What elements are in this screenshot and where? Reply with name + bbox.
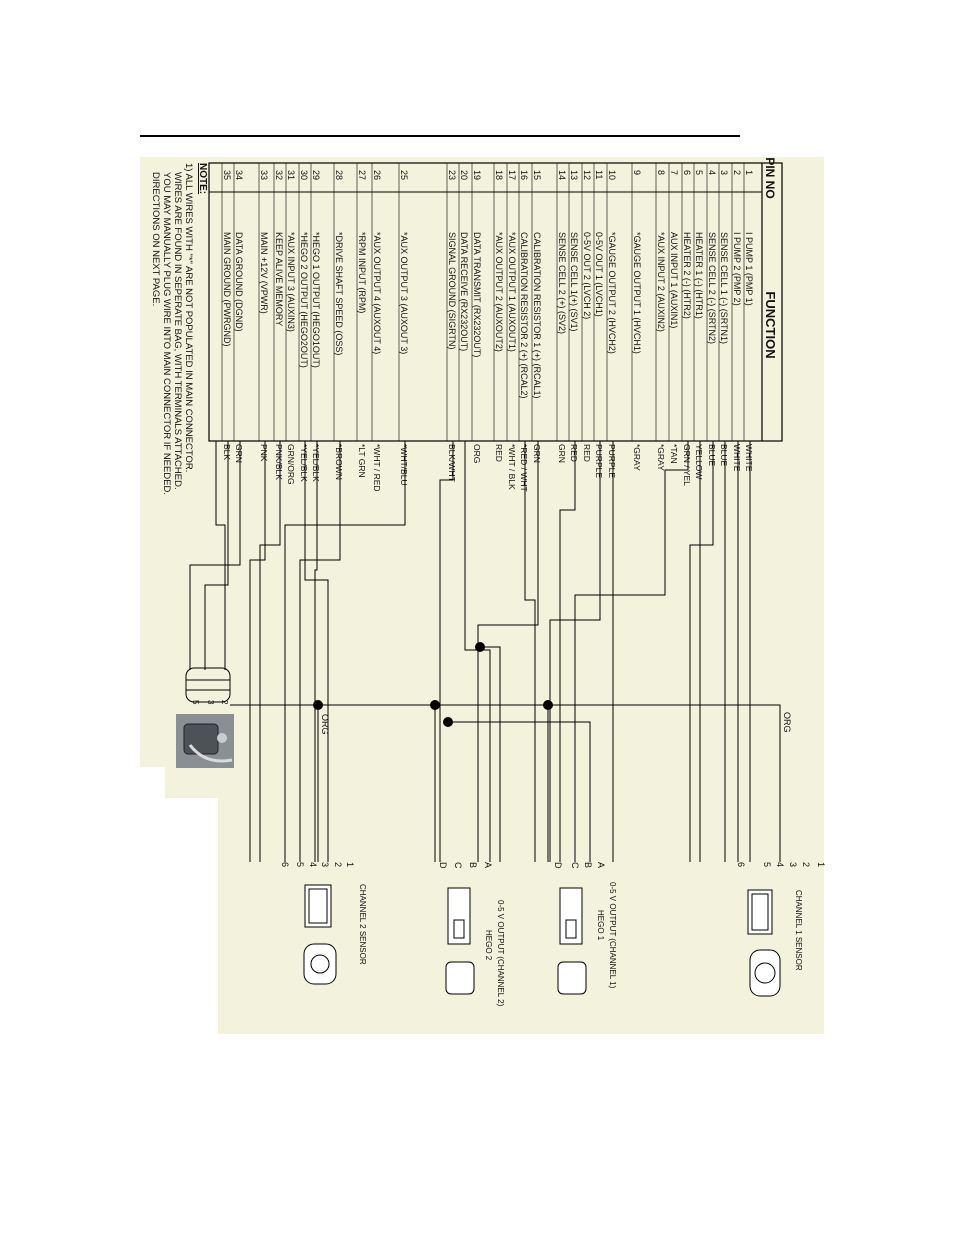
org-bus bbox=[230, 705, 780, 862]
hego1-pin-label: D bbox=[553, 862, 563, 869]
channel2-label: CHANNEL 2 SENSOR bbox=[358, 884, 367, 965]
pin-function: MAIN +12V (VPWR) bbox=[259, 232, 269, 314]
note-line-4: DIRECTIONS ON NEXT PAGE. bbox=[150, 172, 161, 307]
wire-color-label: YELLOW bbox=[694, 444, 704, 480]
wire-color-label: *WHT / RED bbox=[372, 444, 382, 492]
pin-number: 34 bbox=[234, 170, 244, 181]
note-block bbox=[150, 163, 208, 495]
pin-function: 0-5V OUT 1 (LVCH1) bbox=[594, 232, 604, 317]
hego1-plug-side bbox=[560, 888, 582, 944]
pin-number: 4 bbox=[707, 170, 717, 176]
wire-color-label: *YEL/BLK bbox=[311, 444, 321, 482]
pin-function: DATA RECEIVE (RX232OUT) bbox=[459, 232, 469, 352]
wire-color-label: GRN / YEL bbox=[682, 444, 692, 486]
junction-dot bbox=[475, 642, 485, 652]
channel1-pin-label: 1 bbox=[816, 862, 826, 868]
note-line-1: 1) ALL WIRES WITH "*" ARE NOT POPULATED IN MAIN CONNECTOR. bbox=[183, 163, 194, 473]
channel2-pin-label: 2 bbox=[333, 862, 343, 868]
hego2-sublabel: HEGO 2 bbox=[484, 930, 493, 961]
db9-body bbox=[186, 668, 230, 702]
junction-dot bbox=[430, 700, 440, 710]
connector-pin-labels bbox=[280, 862, 826, 869]
wire-color-label: GRN bbox=[557, 444, 567, 463]
pin-function: *AUX OUTPUT 4 (AUXOUT 4) bbox=[372, 232, 382, 355]
wire-pin14 bbox=[478, 441, 538, 862]
junction-dots bbox=[313, 642, 553, 727]
note-line-2: WIRES ARE FOUND IN SEPERATE BAG, WITH TERMINALS ATTACHED. bbox=[172, 172, 183, 490]
hego2-label: 0-5 V OUTPUT (CHANNEL 2) bbox=[496, 900, 505, 1007]
hego1-plug-face bbox=[558, 962, 586, 994]
hego2-pin-label: A bbox=[483, 862, 493, 869]
pin-function: KEEP ALIVE MEMORY bbox=[274, 232, 284, 327]
pin-function: I PUMP 2 (PMP 2) bbox=[732, 232, 742, 306]
pin-function: SIGNAL GROUND (SIGRTN) bbox=[447, 232, 457, 350]
pin-number: 28 bbox=[334, 170, 344, 181]
pin-function: *DRIVE SHAFT SPEED (OSS) bbox=[334, 232, 344, 356]
channel1-pin-label: 4 bbox=[775, 862, 785, 868]
pin-number: 17 bbox=[507, 170, 517, 181]
pin-number: 35 bbox=[222, 170, 232, 181]
pin-function: HEATER 1 (-) (HTR1) bbox=[694, 232, 704, 319]
channel2-pin-label: 1 bbox=[345, 862, 355, 868]
hego2-plug-face bbox=[446, 962, 474, 994]
wire-color-label: *LT GRN bbox=[357, 444, 367, 478]
wire-pin6 bbox=[575, 441, 688, 862]
pin-number: 7 bbox=[669, 170, 679, 176]
pin-number: 32 bbox=[274, 170, 284, 181]
pin-function: *GAUGE OUTPUT 2 (HVCH2) bbox=[607, 232, 617, 354]
pin-number: 19 bbox=[472, 170, 482, 181]
channel2-connector bbox=[304, 885, 336, 984]
pin-number: 23 bbox=[447, 170, 457, 181]
channel1-label: CHANNEL 1 SENSOR bbox=[794, 890, 803, 971]
pin-function: HEATER 2 (-) (HTR2) bbox=[682, 232, 692, 319]
org-label-top: ORG bbox=[782, 712, 792, 733]
channel2-pin-label: 5 bbox=[295, 862, 305, 868]
function-header: FUNCTION bbox=[763, 291, 778, 359]
pin-function: *HEGO 1 OUTPUT (HEGO1OUT) bbox=[311, 232, 321, 368]
junction-dot bbox=[543, 700, 553, 710]
channel1-connector bbox=[748, 890, 780, 996]
pin-number: 8 bbox=[656, 170, 666, 176]
wire-pin32 bbox=[250, 441, 265, 862]
wire-color-label: *RED / WHT bbox=[519, 444, 529, 492]
channel2-pin-label: 4 bbox=[308, 862, 318, 868]
wire-traces bbox=[190, 441, 780, 862]
pin-function: *AUX OUTPUT 1 (AUXOUT1) bbox=[507, 232, 517, 352]
wire-pin29 bbox=[315, 441, 317, 862]
wire-color-label: *WHT/BLU bbox=[399, 444, 409, 486]
db9-connector bbox=[186, 668, 230, 702]
hego1-pin-label: B bbox=[583, 862, 593, 869]
wire-color-label: *GRAY bbox=[656, 444, 666, 471]
hego2-plug-side bbox=[448, 888, 470, 944]
wire-color-label: RED bbox=[582, 444, 592, 462]
pin-number: 30 bbox=[299, 170, 309, 181]
wire-color-label: RED bbox=[494, 444, 504, 462]
pin-function: MAIN GROUND (PWRGND) bbox=[222, 232, 232, 347]
pin-number: 29 bbox=[311, 170, 321, 181]
pin-function: DATA GROUND (DGND) bbox=[234, 232, 244, 332]
hego1-sublabel: HEGO 1 bbox=[596, 910, 605, 941]
hego2-signal bbox=[478, 647, 500, 862]
wire-color-label: ORG bbox=[472, 444, 482, 464]
note-heading: NOTE: bbox=[197, 163, 208, 195]
pin-number: 1 bbox=[744, 170, 754, 176]
pin-function: AUX INPUT 1 (AUXIN1) bbox=[669, 232, 679, 329]
photo-connector-body bbox=[184, 724, 218, 754]
wire-color-label: BLUE bbox=[719, 444, 729, 467]
note-line-3: YOU MAY MANUALLY PLUG WIRE INTO MAIN CONNECTOR IF NEEDED. bbox=[161, 172, 172, 496]
pin-number: 15 bbox=[532, 170, 542, 181]
wire-color-label: *GRAY bbox=[632, 444, 642, 471]
pin-number: 26 bbox=[372, 170, 382, 181]
wire-color-label: GRN bbox=[532, 444, 542, 463]
channel1-pin-label: 6 bbox=[736, 862, 746, 868]
wire-pin19 bbox=[440, 441, 453, 862]
pin-function: SENSE CELL 2 (-) (SRTN2) bbox=[707, 232, 717, 345]
photo-screw bbox=[217, 733, 227, 743]
junction-dot bbox=[313, 700, 323, 710]
pin-function: *HEGO 2 OUTPUT (HEGO2OUT) bbox=[299, 232, 309, 368]
wire-color-label: PURPLE bbox=[594, 444, 604, 479]
pin-function: *AUX INPUT 2 (AUXIN2) bbox=[656, 232, 666, 332]
connector-photo bbox=[176, 714, 234, 768]
wire-color-label: *WHT / BLK bbox=[507, 444, 517, 490]
hego2-pin-label: B bbox=[468, 862, 478, 869]
wire-color-label: PNK/BLK bbox=[274, 444, 284, 480]
db9-pin-5: 5 bbox=[191, 700, 200, 705]
channel2-plug-face bbox=[304, 944, 336, 984]
pin-function: *AUX OUTPUT 3 (AUXOUT 3) bbox=[399, 232, 409, 355]
pin-number: 6 bbox=[682, 170, 692, 176]
wire-pin33 bbox=[190, 441, 240, 670]
wire-color-label: WHITE bbox=[744, 444, 754, 472]
wire-pin31 bbox=[260, 441, 280, 862]
hego2-pin-label: C bbox=[453, 862, 463, 869]
pin-function: DATA TRANSMIT (RX232OUT) bbox=[472, 232, 482, 358]
wire-color-label: *YEL/BLK bbox=[299, 444, 309, 482]
pin-function: *AUX INPUT 3 (AUXIN3) bbox=[286, 232, 296, 332]
pin-number: 18 bbox=[494, 170, 504, 181]
pin-number: 2 bbox=[732, 170, 742, 176]
db9-pin-2: 2 bbox=[220, 700, 229, 705]
wire-pin23 bbox=[285, 441, 405, 862]
pin-number: 13 bbox=[569, 170, 579, 181]
db9-pin-3: 3 bbox=[206, 700, 215, 705]
pin-number: 3 bbox=[719, 170, 729, 176]
hego1-pin-label: C bbox=[570, 862, 580, 869]
cross-bus-1 bbox=[445, 722, 590, 862]
pin-function: SENSE CELL 2 (+) (SV2) bbox=[557, 232, 567, 334]
channel2-pin-label: 3 bbox=[320, 862, 330, 868]
wire-pin12 bbox=[560, 441, 575, 862]
pin-number: 5 bbox=[694, 170, 704, 176]
hego1-connector bbox=[558, 888, 586, 994]
wire-pin4 bbox=[690, 441, 713, 862]
pin-function: CALIBRATION RESISTOR 1 (+) (RCAL1) bbox=[532, 232, 542, 399]
wire-pin15 bbox=[525, 441, 535, 862]
pin-number: 33 bbox=[259, 170, 269, 181]
wire-pin35 bbox=[216, 441, 225, 670]
pin-number: 25 bbox=[399, 170, 409, 181]
hego1-pin-label: A bbox=[596, 862, 606, 869]
junction-dot bbox=[443, 717, 453, 727]
pin-function: 0-5V OUT 2 (LVCH 2) bbox=[582, 232, 592, 320]
pin-function: CALIBRATION RESISTOR 2 (+) (RCAL2) bbox=[519, 232, 529, 399]
wire-color-label: PURPLE bbox=[607, 444, 617, 479]
pin-function: SENSE CELL 1(+) (SV1) bbox=[569, 232, 579, 332]
channel1-pin-label: 2 bbox=[801, 862, 811, 868]
wire-color-label: PNK bbox=[259, 444, 269, 462]
wire-color-label: RED bbox=[569, 444, 579, 462]
pin-number: 31 bbox=[286, 170, 296, 181]
pin-number: 9 bbox=[632, 170, 642, 176]
wire-color-label: GRN/ORG bbox=[286, 444, 296, 485]
pin-number: 14 bbox=[557, 170, 567, 181]
pin-function: *RPM INPUT (RPM) bbox=[357, 232, 367, 314]
channel1-pin-label: 5 bbox=[762, 862, 772, 868]
pin-function: SENSE CELL 1 (-) (SRTN1) bbox=[719, 232, 729, 345]
org-label-bottom: ORG bbox=[320, 714, 330, 735]
wire-color-label: *BROWN bbox=[334, 444, 344, 480]
pin-number: 20 bbox=[459, 170, 469, 181]
pin-number: 16 bbox=[519, 170, 529, 181]
wire-color-label: BLK/WHT bbox=[447, 444, 457, 482]
pin-number: 11 bbox=[594, 170, 604, 180]
wire-color-label: *TAN bbox=[669, 444, 679, 464]
wire-color-label: WHITE bbox=[732, 444, 742, 472]
pin-function: *AUX OUTPUT 2 (AUXOUT2) bbox=[494, 232, 504, 352]
wire-color-label: BLK bbox=[222, 444, 232, 461]
wire-color-label: GRN bbox=[234, 444, 244, 463]
pin-number: 10 bbox=[607, 170, 617, 181]
pin-function: *GAUGE OUTPUT 1 (HVCH1) bbox=[632, 232, 642, 354]
channel1-pin-label: 3 bbox=[788, 862, 798, 868]
wire-pin28 bbox=[300, 441, 340, 862]
wire-color-label: BLUE bbox=[707, 444, 717, 467]
pin-number: 27 bbox=[357, 170, 367, 181]
hego1-label: 0-5 V OUTPUT (CHANNEL 1) bbox=[608, 882, 617, 989]
hego2-connector bbox=[446, 888, 474, 994]
pin-function: I PUMP 1 (PMP 1) bbox=[744, 232, 754, 306]
pin-number: 12 bbox=[582, 170, 592, 181]
hego2-pin-label: D bbox=[438, 862, 448, 869]
channel2-pin-label: 6 bbox=[280, 862, 290, 868]
pin-no-header: PIN NO bbox=[763, 157, 777, 199]
pin-table-rows bbox=[222, 163, 754, 492]
